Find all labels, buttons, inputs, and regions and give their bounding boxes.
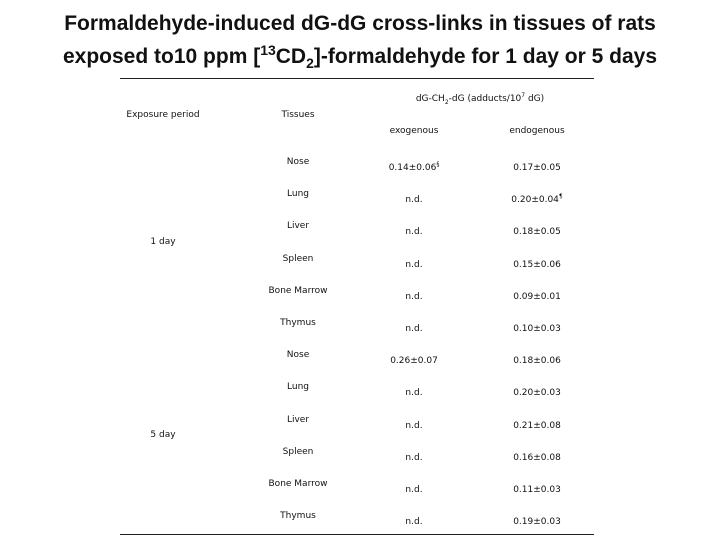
exogenous-cell <box>405 322 422 334</box>
endogenous-value: 0.18±0.05 <box>513 227 561 238</box>
tissue-cell: Lung <box>287 189 309 200</box>
endogenous-value: 0.11±0.03 <box>513 485 561 495</box>
exogenous-value: n.d. <box>405 388 423 399</box>
tissue-cell: Bone Marrow <box>268 479 328 489</box>
tissue-cell: Nose <box>286 350 310 361</box>
exogenous-value: n.d. <box>405 195 423 206</box>
header-exposure-period: Exposure period <box>126 110 200 120</box>
exogenous-cell <box>405 386 422 398</box>
header-group-suffix: dG) <box>525 94 545 104</box>
endogenous-cell <box>513 258 561 270</box>
exogenous-value: 0.14±0.06 <box>388 163 437 173</box>
exogenous-cell <box>405 290 422 302</box>
exogenous-value: n.d. <box>405 420 423 431</box>
exogenous-value: n.d. <box>405 517 423 528</box>
endogenous-cell <box>513 290 561 302</box>
endogenous-value: 0.17±0.05 <box>513 163 561 173</box>
exogenous-cell <box>405 451 422 463</box>
exogenous-cell <box>405 419 422 431</box>
endogenous-cell <box>513 419 561 431</box>
endogenous-cell <box>511 193 562 205</box>
endogenous-value: 0.10±0.03 <box>513 324 561 334</box>
period-label-5-day: 5 day <box>150 430 176 440</box>
tissue-cell: Spleen <box>282 446 314 457</box>
exogenous-cell <box>405 483 422 495</box>
title-cd: CD <box>275 45 307 68</box>
period-label-1-day: 1 day <box>150 237 176 247</box>
endogenous-cell <box>513 161 561 173</box>
endogenous-cell <box>513 386 561 398</box>
header-tissues: Tissues <box>281 110 315 120</box>
header-endogenous: endogenous <box>509 126 565 136</box>
endogenous-value: 0.20±0.04 <box>511 195 559 206</box>
header-group-middle: -dG (adducts/10 <box>448 94 522 104</box>
header-group-prefix: dG-CH <box>415 94 445 104</box>
tissue-cell: Lung <box>287 382 309 393</box>
exogenous-value: n.d. <box>405 259 423 270</box>
header-exogenous: exogenous <box>389 126 439 136</box>
endogenous-value: 0.09±0.01 <box>513 291 561 302</box>
header-group-subscript: 2 <box>444 98 449 106</box>
endogenous-value: 0.20±0.03 <box>513 388 561 399</box>
tissue-cell: Liver <box>286 221 310 232</box>
title-line-2-prefix: exposed to10 ppm [ <box>62 45 261 68</box>
endogenous-cell <box>513 483 561 495</box>
exogenous-value: n.d. <box>405 227 423 238</box>
exogenous-cell <box>405 225 422 237</box>
slide-title <box>0 10 720 77</box>
tissue-cell: Nose <box>286 157 310 167</box>
header-adduct-group <box>416 92 544 106</box>
title-isotope-superscript: 13 <box>260 42 276 58</box>
exogenous-footnote-mark: § <box>436 161 440 168</box>
endogenous-value: 0.18±0.06 <box>513 356 561 367</box>
endogenous-value: 0.16±0.08 <box>513 452 561 463</box>
tissue-cell: Thymus <box>280 511 316 522</box>
table-bottom-rule <box>120 534 594 535</box>
exogenous-value: n.d. <box>405 324 423 334</box>
title-line-1: Formaldehyde-induced dG-dG cross-links in tissues of rats <box>64 12 656 35</box>
exogenous-value: n.d. <box>405 452 423 463</box>
tissue-cell: Liver <box>286 414 310 425</box>
title-line-2-suffix: ]-formaldehyde for 1 day or 5 days <box>313 45 658 68</box>
tissue-cell: Bone Marrow <box>268 285 328 296</box>
exogenous-cell <box>405 258 422 270</box>
endogenous-value: 0.21±0.08 <box>513 420 561 431</box>
title-subscript: 2 <box>306 55 314 72</box>
exogenous-value: n.d. <box>405 485 423 495</box>
exogenous-value: n.d. <box>405 291 423 302</box>
endogenous-cell <box>513 451 561 463</box>
title-line-2 <box>0 37 720 77</box>
exogenous-cell <box>405 515 422 527</box>
tissue-cell: Spleen <box>282 253 314 264</box>
endogenous-cell <box>513 515 561 527</box>
exogenous-cell <box>405 193 422 205</box>
tissue-cell: Thymus <box>280 318 316 328</box>
endogenous-cell <box>513 225 561 237</box>
endogenous-value: 0.15±0.06 <box>513 259 561 270</box>
header-group-superscript: 7 <box>521 92 526 99</box>
exogenous-cell <box>390 354 438 366</box>
table-top-rule <box>120 78 594 79</box>
endogenous-cell <box>513 354 561 366</box>
exogenous-value: 0.26±0.07 <box>390 356 438 367</box>
exogenous-cell <box>389 161 440 173</box>
endogenous-cell <box>513 322 561 334</box>
endogenous-value: 0.19±0.03 <box>513 517 561 528</box>
endogenous-footnote-mark: ¶ <box>558 193 563 201</box>
